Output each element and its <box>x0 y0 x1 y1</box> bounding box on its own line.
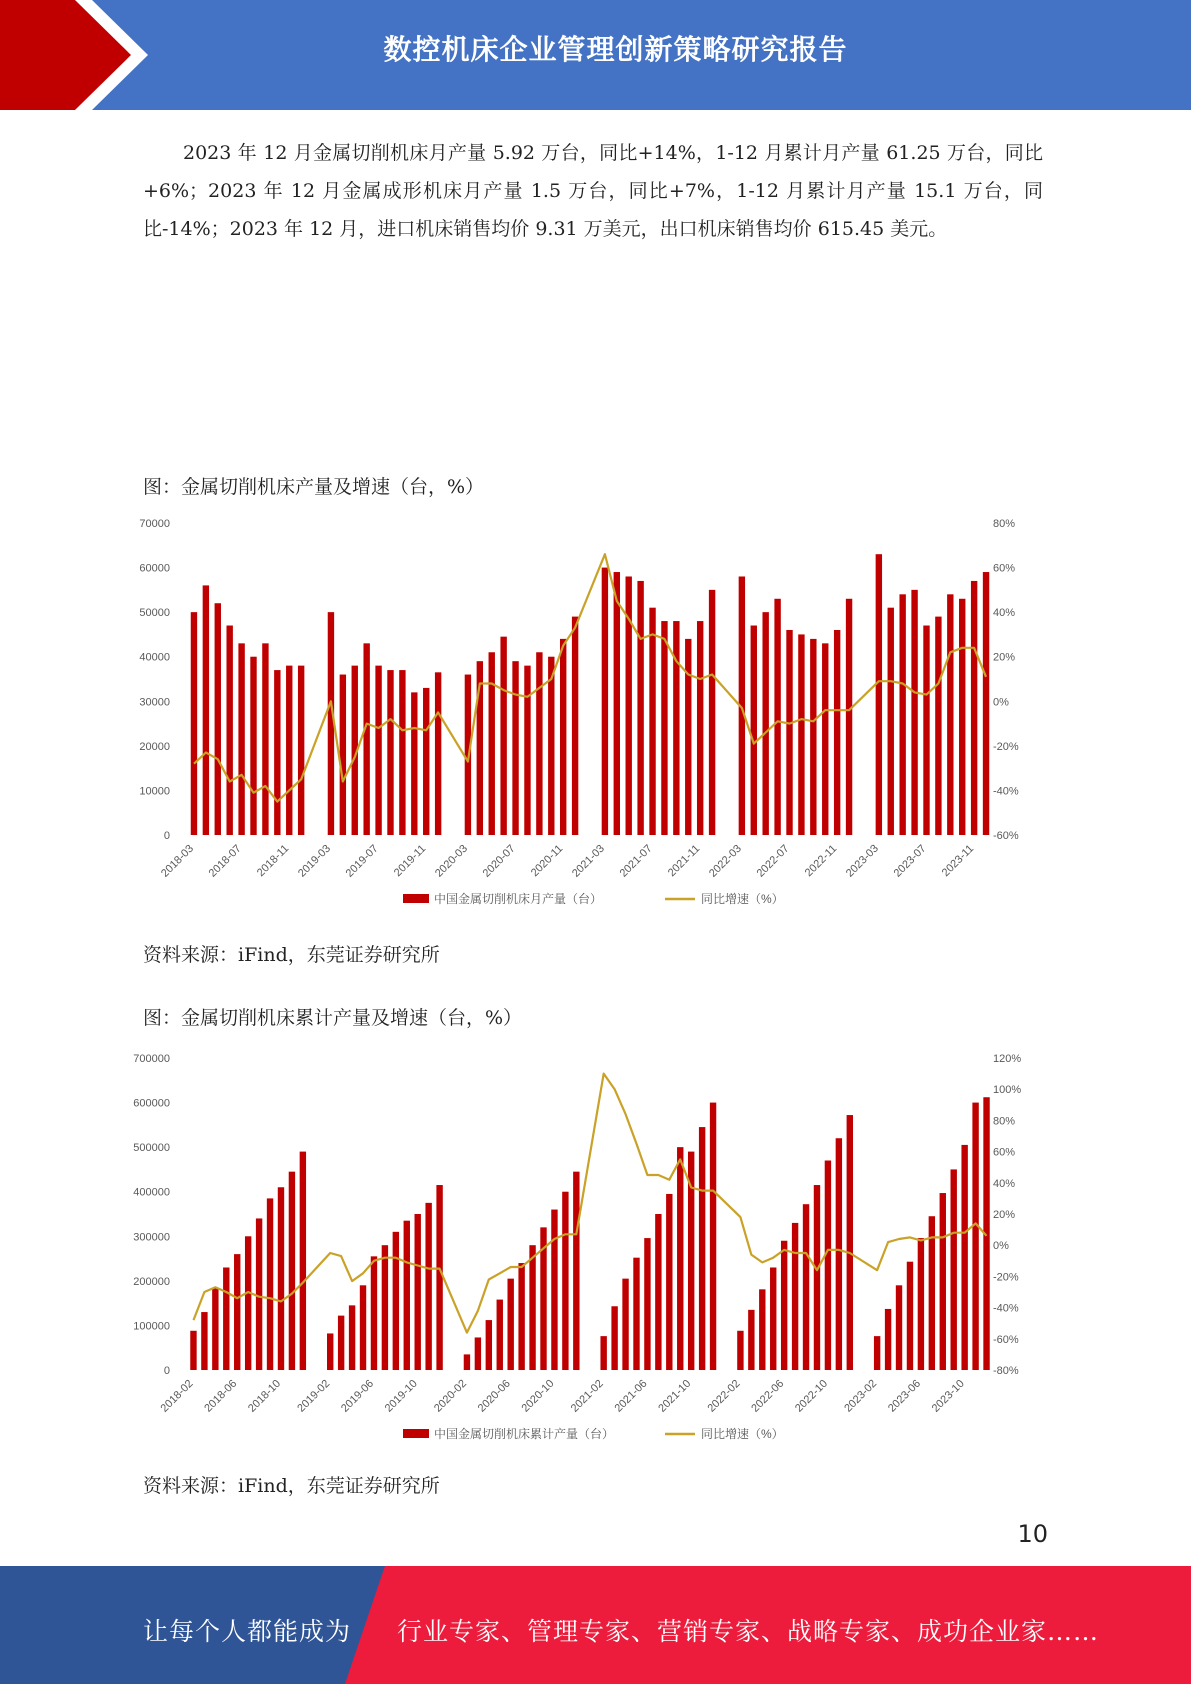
right-axis-tick-label: 20% <box>993 1209 1016 1221</box>
cumulative-production-chart <box>133 1040 1040 1460</box>
chart-bar <box>551 1210 557 1370</box>
x-axis-tick-label: 2020-10 <box>519 1377 557 1415</box>
x-axis-tick-label: 2021-02 <box>568 1377 606 1415</box>
chart-bar <box>907 1262 913 1370</box>
chart-bar <box>375 666 381 835</box>
chart-bar <box>792 1223 798 1370</box>
x-axis-tick-label: 2021-07 <box>617 842 655 880</box>
left-axis-tick-label: 200000 <box>133 1275 170 1288</box>
chart-bar <box>360 1285 366 1370</box>
chart-bar <box>518 1263 524 1370</box>
left-axis-tick-label: 100000 <box>133 1320 170 1333</box>
chart-bar <box>896 1285 902 1370</box>
chart-bar <box>798 634 804 835</box>
chart-bar <box>774 599 780 835</box>
figure2-source: 资料来源：iFind，东莞证券研究所 <box>143 1475 440 1497</box>
chart-bar <box>212 1288 218 1370</box>
x-axis-tick-label: 2020-02 <box>432 1377 470 1415</box>
chart-bar <box>548 657 554 835</box>
chart-bar <box>423 688 429 835</box>
legend-bar-label: 中国金属切削机床累计产量（台） <box>434 1427 615 1441</box>
chart-bar <box>267 1198 273 1370</box>
chart-bar <box>637 581 643 835</box>
legend-bar-swatch <box>403 1429 429 1438</box>
left-axis-tick-label: 600000 <box>133 1097 170 1110</box>
chart-bar <box>649 608 655 835</box>
figure1-caption: 图：金属切削机床产量及增速（台，%） <box>143 476 485 498</box>
chart-bar <box>338 1316 344 1370</box>
chart-bar <box>524 666 530 835</box>
growth-rate-line <box>194 554 986 801</box>
x-axis-tick-label: 2018-10 <box>246 1377 284 1415</box>
x-axis-tick-label: 2020-07 <box>480 842 518 880</box>
chart-bar <box>622 1279 628 1370</box>
figure2-caption: 图：金属切削机床累计产量及增速（台，%） <box>143 1007 523 1029</box>
right-axis-tick-label: -20% <box>993 740 1019 753</box>
x-axis-tick-label: 2023-02 <box>842 1377 880 1415</box>
right-axis-tick-label: 40% <box>993 607 1016 620</box>
left-axis-tick-label: 0 <box>163 830 170 842</box>
chart-bar <box>562 1192 568 1370</box>
x-axis-tick-label: 2019-02 <box>295 1377 333 1415</box>
right-axis-tick-label: 120% <box>993 1053 1022 1065</box>
right-axis-tick-label: -60% <box>993 830 1019 842</box>
chart-bar <box>614 572 620 835</box>
chart-bar <box>399 670 405 835</box>
header-band <box>0 0 1191 110</box>
chart-bar <box>888 608 894 835</box>
page-number: 10 <box>1017 1520 1048 1548</box>
legend-bar-label: 中国金属切削机床月产量（台） <box>434 892 603 906</box>
right-axis-tick-label: 0% <box>993 1240 1009 1253</box>
legend-bar-swatch <box>403 894 429 903</box>
chart-bar <box>489 652 495 835</box>
chart-bar <box>475 1337 481 1370</box>
x-axis-tick-label: 2022-11 <box>802 842 840 880</box>
x-axis-tick-label: 2019-07 <box>343 842 381 880</box>
footer-slogan-right: 行业专家、管理专家、营销专家、战略专家、成功企业家…… <box>397 1617 1100 1646</box>
chart-bar <box>191 612 197 835</box>
chart-bar <box>215 603 221 835</box>
chart-bar <box>298 666 304 835</box>
chart-bar <box>737 1331 743 1370</box>
chart-bar <box>983 572 989 835</box>
chart-bar <box>300 1152 306 1370</box>
x-axis-tick-label: 2023-06 <box>885 1377 924 1415</box>
chart-bar <box>349 1305 355 1370</box>
chart-bar <box>673 621 679 835</box>
chart-bar <box>393 1232 399 1370</box>
chart-bar <box>803 1204 809 1370</box>
chart-bar <box>847 1115 853 1370</box>
right-axis-tick-label: 60% <box>993 1146 1016 1159</box>
chart-bar <box>834 630 840 835</box>
right-axis-tick-label: 20% <box>993 651 1016 664</box>
chart-bar <box>425 1203 431 1370</box>
chart-bar <box>371 1256 377 1370</box>
x-axis-tick-label: 2023-11 <box>939 842 977 880</box>
x-axis-tick-label: 2022-03 <box>706 842 744 880</box>
x-axis-tick-label: 2020-03 <box>432 842 471 880</box>
chart-bar <box>411 692 417 835</box>
chart-bar <box>959 599 965 835</box>
left-axis-tick-label: 50000 <box>139 607 170 620</box>
chart-bar <box>223 1267 229 1370</box>
chart-bar <box>602 568 608 835</box>
left-axis-tick-label: 30000 <box>139 696 170 709</box>
chart-bar <box>885 1309 891 1370</box>
chart-bar <box>759 1289 765 1370</box>
chart-bar <box>825 1161 831 1370</box>
x-axis-tick-label: 2022-06 <box>749 1377 787 1415</box>
chart-bar <box>951 1169 957 1370</box>
chart-bar <box>822 643 828 835</box>
x-axis-tick-label: 2022-10 <box>792 1377 831 1415</box>
x-axis-tick-label: 2018-03 <box>159 842 197 880</box>
x-axis-tick-label: 2018-06 <box>202 1377 240 1415</box>
x-axis-tick-label: 2021-11 <box>665 842 703 880</box>
x-axis-tick-label: 2018-11 <box>254 842 292 880</box>
chart-bar <box>486 1320 492 1370</box>
chart-bar <box>781 1241 787 1370</box>
chart-bar <box>876 554 882 835</box>
figure2-chart <box>133 1040 1040 1460</box>
chart-bar <box>961 1145 967 1370</box>
figure1-chart <box>140 505 1040 925</box>
left-axis-tick-label: 500000 <box>133 1142 170 1155</box>
chart-bar <box>911 590 917 835</box>
chart-bar <box>633 1258 639 1370</box>
left-axis-tick-label: 20000 <box>139 740 170 753</box>
x-axis-tick-label: 2022-07 <box>754 842 792 880</box>
chart-bar <box>846 599 852 835</box>
footer-band <box>0 1566 1191 1684</box>
right-axis-tick-label: -80% <box>993 1365 1019 1377</box>
chart-bar <box>250 657 256 835</box>
chart-bar <box>710 1103 716 1370</box>
chart-bar <box>661 621 667 835</box>
chart-bar <box>810 639 816 835</box>
figure1-source: 资料来源：iFind，东莞证券研究所 <box>143 944 440 966</box>
chart-bar <box>286 666 292 835</box>
x-axis-tick-label: 2021-06 <box>612 1377 650 1415</box>
right-axis-tick-label: -40% <box>993 1302 1019 1315</box>
legend-line-label: 同比增速（%） <box>701 1427 784 1441</box>
x-axis-tick-label: 2019-06 <box>339 1377 377 1415</box>
chart-bar <box>677 1147 683 1370</box>
right-axis-tick-label: 40% <box>993 1177 1016 1190</box>
chart-bar <box>709 590 715 835</box>
chart-bar <box>600 1336 606 1370</box>
x-axis-tick-label: 2021-03 <box>569 842 608 880</box>
x-axis-tick-label: 2018-07 <box>206 842 244 880</box>
chart-bar <box>382 1245 388 1370</box>
chart-bar <box>751 626 757 835</box>
chart-bar <box>536 652 542 835</box>
left-axis-tick-label: 400000 <box>133 1186 170 1199</box>
chart-bar <box>611 1306 617 1370</box>
chart-bar <box>699 1127 705 1370</box>
left-axis-tick-label: 40000 <box>139 651 170 664</box>
chart-bar <box>918 1238 924 1370</box>
x-axis-tick-label: 2018-02 <box>158 1377 196 1415</box>
monthly-production-chart <box>140 505 1040 925</box>
left-axis-tick-label: 0 <box>163 1365 170 1377</box>
chart-bar <box>245 1236 251 1370</box>
chart-bar <box>278 1187 284 1370</box>
chart-bar <box>274 670 280 835</box>
chart-bar <box>929 1216 935 1370</box>
chart-bar <box>529 1245 535 1370</box>
right-axis-tick-label: -60% <box>993 1333 1019 1346</box>
chart-bar <box>770 1267 776 1370</box>
body-paragraph <box>143 134 1043 248</box>
left-axis-tick-label: 10000 <box>139 785 170 798</box>
chart-bar <box>415 1214 421 1370</box>
chart-bar <box>436 1185 442 1370</box>
chart-bar <box>666 1194 672 1370</box>
chart-bar <box>935 617 941 835</box>
right-axis-tick-label: 100% <box>993 1084 1022 1097</box>
x-axis-tick-label: 2019-11 <box>391 842 429 880</box>
x-axis-tick-label: 2022-02 <box>705 1377 743 1415</box>
left-axis-tick-label: 700000 <box>133 1053 170 1065</box>
legend-line-label: 同比增速（%） <box>701 892 784 906</box>
chart-bar <box>972 1103 978 1370</box>
chart-bar <box>560 639 566 835</box>
chart-bar <box>507 1279 513 1370</box>
chart-bar <box>435 672 441 835</box>
body-paragraph-text: 2023 年 12 月金属切削机床月产量 5.92 万台，同比+14%，1-12 月累计月产量 61.25 万台，同比+6%；2023 年 12 月金属成形机床月产量 1.5 万台，同比+7%，1-12 月累计月产量 15.1 万台，同比-14%；2023 年 12 月，进口机床销售均价 9.31 万美元，出口机床销售均价 615.45 美元。 <box>143 142 1043 240</box>
chart-bar <box>404 1221 410 1370</box>
x-axis-tick-label: 2021-10 <box>656 1377 694 1415</box>
chart-bar <box>340 675 346 835</box>
chart-bar <box>289 1172 295 1370</box>
chart-bar <box>572 617 578 835</box>
chart-bar <box>190 1331 196 1370</box>
footer-slogan-left: 让每个人都能成为 <box>143 1617 352 1646</box>
right-axis-tick-label: -20% <box>993 1271 1019 1284</box>
left-axis-tick-label: 70000 <box>139 518 170 530</box>
header-title: 数控机床企业管理创新策略研究报告 <box>383 33 848 66</box>
chart-bar <box>814 1185 820 1370</box>
chart-bar <box>923 626 929 835</box>
chart-bar <box>512 661 518 835</box>
chart-bar <box>940 1193 946 1370</box>
chart-bar <box>697 621 703 835</box>
x-axis-tick-label: 2020-06 <box>475 1377 513 1415</box>
chart-bar <box>363 643 369 835</box>
chart-bar <box>762 612 768 835</box>
chart-bar <box>874 1336 880 1370</box>
chart-bar <box>238 643 244 835</box>
chart-bar <box>226 626 232 835</box>
right-axis-tick-label: -40% <box>993 785 1019 798</box>
left-axis-tick-label: 60000 <box>139 562 170 575</box>
chart-bar <box>836 1138 842 1370</box>
chart-bar <box>644 1238 650 1370</box>
chart-bar <box>262 643 268 835</box>
growth-rate-line <box>194 1074 987 1333</box>
right-axis-tick-label: 0% <box>993 696 1009 709</box>
right-axis-tick-label: 80% <box>993 1115 1016 1128</box>
x-axis-tick-label: 2023-10 <box>929 1377 967 1415</box>
chart-bar <box>573 1172 579 1370</box>
chart-bar <box>899 594 905 835</box>
chart-bar <box>655 1214 661 1370</box>
chart-bar <box>387 670 393 835</box>
chart-bar <box>256 1218 262 1370</box>
chart-bar <box>971 581 977 835</box>
chart-bar <box>748 1310 754 1370</box>
chart-bar <box>947 594 953 835</box>
chart-bar <box>464 1354 470 1370</box>
x-axis-tick-label: 2019-10 <box>382 1377 420 1415</box>
x-axis-tick-label: 2020-11 <box>528 842 566 880</box>
x-axis-tick-label: 2023-07 <box>891 842 929 880</box>
left-axis-tick-label: 300000 <box>133 1231 170 1244</box>
chart-bar <box>786 630 792 835</box>
chart-bar <box>234 1254 240 1370</box>
chart-bar <box>497 1300 503 1370</box>
x-axis-tick-label: 2023-03 <box>843 842 881 880</box>
x-axis-tick-label: 2019-03 <box>296 842 334 880</box>
chart-bar <box>201 1312 207 1370</box>
right-axis-tick-label: 60% <box>993 562 1016 575</box>
chart-bar <box>500 637 506 835</box>
chart-bar <box>685 639 691 835</box>
chart-bar <box>203 585 209 835</box>
right-axis-tick-label: 80% <box>993 518 1016 530</box>
chart-bar <box>327 1333 333 1370</box>
